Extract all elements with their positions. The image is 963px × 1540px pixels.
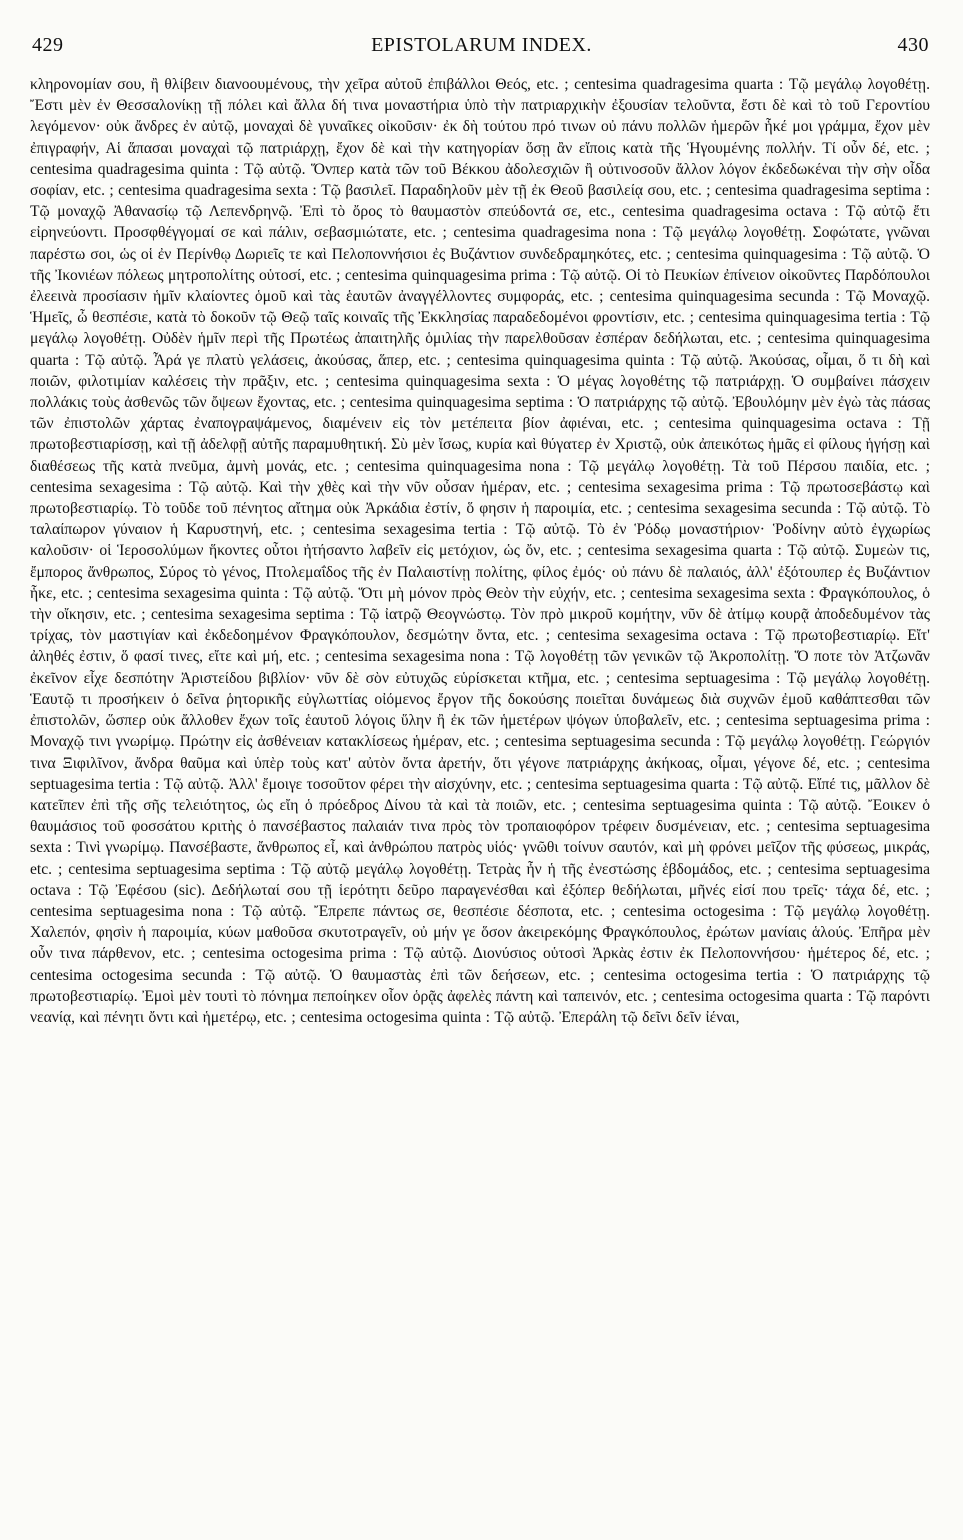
index-paragraph: κληρονομίαν σου, ἢ θλίβειν διανοουμένους, τὴν χεῖρα αὐτοῦ ἐπιβάλλοι Θεός, etc. ; centesima quadragesima quarta : Τῷ μεγάλῳ λογοθέτῃ. Ἔστι μὲν ἐν Θεσσαλονίκῃ τῇ πόλει καὶ ἄλλα δή τινα μοναστήρια ὑπὸ τὴν πατριαρχικὴν ἐξουσίαν τελοῦντα, ἔστι δὲ καὶ τὸ τοῦ Γεροντίου λεγόμενον· οὐκ ἄνδρες ἐν αὐτῷ, μοναχαὶ δὲ γυναῖκες οἰκοῦσιν· ἐκ δὴ τούτου πρό τινων οὐ πάνυ πολλῶν ἡμερῶν ἧκέ μοι γράμμα, ἔχον μὲν ἐπιγραφήν, Αἱ ἅπασαι μοναχαὶ τῷ πατριάρχῃ, ἔχον δὲ καὶ τὴν κατηγορίαν ὅσῃ ἂν εἴποις κατὰ τῆς Ἡγουμένης πολλήν. Τί οὖν δέ, etc. ; centesima quadragesima quinta : Τῷ αὐτῷ. Ὅνπερ κατὰ τῶν τοῦ Βέκκου ἀδολεσχιῶν ἢ οὐτινοσοῦν ἄλλον λόγον ἐκδεδωκέναι τὴν σὴν οἶδα σοφίαν, etc. ; centesima quadragesima sexta : Τῷ βασιλεῖ. Παραδηλοῦν μὲν τῇ ἐκ Θεοῦ βασιλείᾳ σου, etc. ; centesima quadragesima septima : Τῷ μοναχῷ Ἀθανασίῳ τῷ Λεπενδρηνῷ. Ἐπὶ τὸ ὄρος τὸ θαυμαστὸν σπεύδοντά σε, etc., centesima quadragesima octava : Τῷ αὐτῷ ἔτι εἰρηνεύοντι. Προσφθέγγομαί σε καὶ πάλιν, σεβασμιώτατε, etc. ; centesima quadragesima nona : Τῷ μεγάλῳ λογοθέτῃ. Σοφώτατε, γνῶναι παρέστω σοι, ὡς οἱ ἐν Περίνθῳ Δωριεῖς τε καὶ Πελοποννήσιοι ἐς Βυζάντιον συνδεδραμηκότες, etc. ; centesima quinquagesima : Τῷ αὐτῷ. Ὁ τῆς Ἰκονιέων πόλεως μητροπολίτης οὑτοσί, etc. ; centesima quinquagesima prima : Τῷ αὐτῷ. Οἱ τὸ Πευκίων ἐπίνειον οἰκοῦντες Παρδόπουλοι ἐλεεινὰ προσίασιν ἡμῖν κλαίοντες ὁμοῦ καὶ τὰς ἑαυτῶν ἀναγγέλλοντες συμφοράς, etc. ; centesima quinquagesima secunda : Τῷ Μοναχῷ. Ἡμεῖς, ὦ θεσπέσιε, κατὰ τὸ δοκοῦν τῷ Θεῷ ταῖς κοιναῖς τῆς Ἐκκλησίας παραδεδομένοι φροντίσιν, etc. ; centesima quinquagesima tertia : Τῷ μεγάλῳ λογοθέτῃ. Οὐδὲν ἡμῖν περὶ τῆς Πρωτέως ἀπαιτηλῆς ὁμιλίας τὴν παρελθοῦσαν ἐσπέραν δεδήλωται, etc. ; centesima quinquagesima quarta : Τῷ αὐτῷ. Ἆρά γε πλατὺ γελάσεις, ἀκούσας, ἅπερ, etc. ; centesima quinquagesima quinta : Τῷ αὐτῷ. Ἀκούσας, οἶμαι, ὅ τι δὴ καὶ ποιῶν, φιλοτιμίαν καλέσεις τὴν πρᾶξιν, etc. ; centesima quinquagesima sexta : Ὁ μέγας λογοθέτης τῷ πατριάρχῃ. Ὁ συμβαίνει πάσχειν πολλάκις τοὺς ἀσθενῶς τῶν ὄψεων ἔχοντας, etc. ; centesima quinquagesima septima : Ὁ πατριάρχης τῷ αὐτῷ. Ἐβουλόμην μὲν ἐγὼ τὰς πάσας τῶν ἐπιστολῶν χάρτας ἐναπογραψάμενος, διαμένειν εἰς τὸν μετέπειτα βίον ἀφιέναι, etc. ; centesima quinquagesima octava : Τῇ πρωτοβεστιαρίσσῃ, καὶ τῇ ἀδελφῇ αὐτῆς παραμυθητική. Σὺ μὲν ἴσως, κυρία καὶ θύγατερ ἐν Χριστῷ, οὐκ ἀπεικότως ἡμᾶς εἰ φίλους ἡγήσῃ καὶ διαθέσεως τῆς κατὰ πνεῦμα, ἀμνὴ μονάς, etc. ; centesima quinquagesima nona : Τῷ μεγάλῳ λογοθέτῃ. Τὰ τοῦ Πέρσου παιδία, etc. ; centesima sexagesima : Τῷ αὐτῷ. Καὶ τὴν χθὲς καὶ τὴν νῦν οὖσαν ἡμέραν, etc. ; centesima sexagesima prima : Τῷ πρωτοσεβάστῳ καὶ πρωτοβεστιαρίῳ. Τὸ τοῦδε τοῦ πένητος αἴτημα οὐκ Ἀρκάδια ἐστίν, ὅ φησιν ἡ παροιμία, etc. ; centesima sexagesima secunda : Τῷ αὐτῷ. Τὸ ταλαίπωρον γύναιον ἡ Καρυστηνή, etc. ; centesima sexagesima tertia : Τῷ αὐτῷ. Τὸ ἐν Ῥόδῳ μοναστήριον· Ῥοδίνην αὐτὸ ἐγχωρίως καλοῦσιν· οἱ Ἱεροσολύμων ἥκοντες οὗτοι ἠτήσαντο λαβεῖν εἰς μετόχιον, ὡς ὄν, etc. ; centesima sexagesima quarta : Τῷ αὐτῷ. Συμεὼν τις, ἔμπορος ἄνθρωπος, Σύρος τὸ γένος, Πτολεμαΐδος τῆς ἐν Παλαιστίνῃ πολίτης, φίλος ἐμός· οὐ πάνυ δὲ παλαιός, ἀλλ' ἐξότουπερ ἐς Βυζάντιον ἧκε, etc. ; centesima sexagesima quinta : Τῷ αὐτῷ. Ὅτι μὴ μόνον πρὸς Θεὸν τὴν εὐχήν, etc. ; centesima sexagesima sexta : Φραγκόπουλος, ὁ τὴν οἴκησιν, etc. ; centesima sexagesima septima : Τῷ ἰατρῷ Θεογνώστῳ. Τὸν πρὸ μικροῦ κομήτην, νῦν δὲ ἀτίμῳ κουρᾷ ἀποδεδυμένον τὰς τρίχας, τὸν μαστιγίαν καὶ ἐκδεδοημένον Φραγκόπουλον, δεσμώτην ὄντα, etc. ; centesima sexagesima octava : Τῷ πρωτοβεστιαρίῳ. Εἴτ' ἀληθές ἐστιν, ὅ φασί τινες, εἴτε καὶ μή, etc. ; centesima sexagesima nona : Τῷ λογοθέτῃ τῶν γενικῶν τῷ Ἀκροπολίτῃ. Ὅ ποτε τὸν Ἀτζωνᾶν ἐκεῖνον εἶχε δεσπότην Ἀριστείδου βιβλίον· νῦν δὲ σὸν εὐτυχῶς εὑρίσκεται κτῆμα, etc. ; centesima septuagesima : Τῷ μεγάλῳ λογοθέτῃ. Ἑαυτῷ τι προσήκειν ὁ δεῖνα ῥητορικῆς εὐγλωττίας οἰόμενος ἔργον τῆς δοκούσης ποιεῖται δυνάμεως διὰ συχνῶν ἐμοῦ καθάπτεσθαι τῶν ἐπιστολῶν, ὥσπερ οὐκ ἄλλοθεν ἔχων τοῖς ἑαυτοῦ λόγοις ὕλην ἢ ἐκ τῶν ἡμετέρων ψόγων ὑποβαλεῖν, etc. ; centesima septuagesima prima : Μοναχῷ τινι γνωρίμῳ. Πρώτην εἰς ἀσθένειαν κατακλίσεως ἡμέραν, etc. ; centesima septuagesima secunda : Τῷ μεγάλῳ λογοθέτῃ. Γεώργιόν τινα Ξιφιλῖνον, ἄνδρα θαῦμα καὶ ὑπὲρ τοὺς κατ' αὐτὸν ὄντα ἀρετήν, ὅτι γέγονε πατριάρχης ἀκήκοας, οἶμαι, γέγονε δέ, etc. ; centesima septuagesima tertia : Τῷ αὐτῷ. Ἀλλ' ἔμοιγε τοσοῦτον φέρει τὴν αἰσχύνην, etc. ; centesima septuagesima quarta : Τῷ αὐτῷ. Εἴπέ τις, μᾶλλον δὲ κατεῖπεν ἐπὶ τῆς σῆς τελειότητος, ὡς εἴη ὁ πρόεδρος Δίνου τὰ καὶ τὰ ποιῶν, etc. ; centesima septuagesima quinta : Τῷ αὐτῷ. Ἔοικεν ὁ θαυμάσιος τοῦ φοσσάτου κριτὴς ὁ πανσέβαστος παλαιάν τινα πρὸς τὸν τροπαιοφόρον τρέφειν δυσμένειαν, etc. ; centesima septuagesima sexta : Τινὶ γνωρίμῳ. Πανσέβαστε, ἄνθρωπος εἶ, καὶ ἀνθρώπου πατρὸς υἱός· γνῶθι τοίνυν σαυτόν, καὶ μὴ φρόνει μεῖζον τῆς φύσεως, μικράς, etc. ; centesima septuagesima septima : Τῷ αὐτῷ μεγάλῳ λογοθέτῃ. Τετρὰς ἦν ἡ τῆς ἐνεστώσης ἑβδομάδος, etc. ; centesima septuagesima octava : Τῷ Ἐφέσου (sic). Δεδήλωταί σου τῇ ἱερότητι δεῦρο παραγενέσθαι καὶ ἐξόπερ θεδήλωται, μῆνές εἰσί που τρεῖς· τάχα δέ, etc. ; centesima septuagesima nona : Τῷ αὐτῷ. Ἔπρεπε πάντως σε, θεσπέσιε δέσποτα, etc. ; centesima octogesima : Τῷ μεγάλῳ λογοθέτῃ. Χαλεπόν, φησὶν ἡ παροιμία, κύων μαθοῦσα σκυτοτραγεῖν, οὐ μήν γε ὅσον ἀκειρεκόμης Φραγκόπουλος, ἐρώτων μανίαις ἁλούς. Ἐπῆρα μὲν οὖν τινα πάρθενον, etc. ; centesima octogesima prima : Τῷ αὐτῷ. Διονύσιος οὑτοσὶ Ἀρκὰς ἐστιν ἐκ Πελοποννήσου· ἡμέτερος δέ, etc. ; centesima octogesima secunda : Τῷ αὐτῷ. Ὁ θαυμαστὰς ἐπὶ τῶν δεήσεων, etc. ; centesima octogesima tertia : Ὁ πατριάρχης τῷ πρωτοβεστιαρίῳ. Ἐμοὶ μὲν τουτὶ τὸ πόνημα πεποίηκεν οἷον ὁρᾷς ἀφελὲς πάντη καὶ ταπεινόν, etc. ; centesima octogesima quarta : Τῷ παρόντι νεανίᾳ, καὶ πένητι ὄντι καὶ ἡμετέρῳ, etc. ; centesima octogesima quinta : Τῷ αὐτῷ. Ἐπεράλη τῷ δεῖνι δεῖν ἰέναι, <box>30 76 930 1026</box>
index-text-column <box>30 74 930 1526</box>
page-header <box>30 34 933 62</box>
running-title: EPISTOLARUM INDEX. <box>371 34 592 56</box>
page-number-left: 429 <box>32 34 64 56</box>
page-number-right: 430 <box>897 34 929 56</box>
